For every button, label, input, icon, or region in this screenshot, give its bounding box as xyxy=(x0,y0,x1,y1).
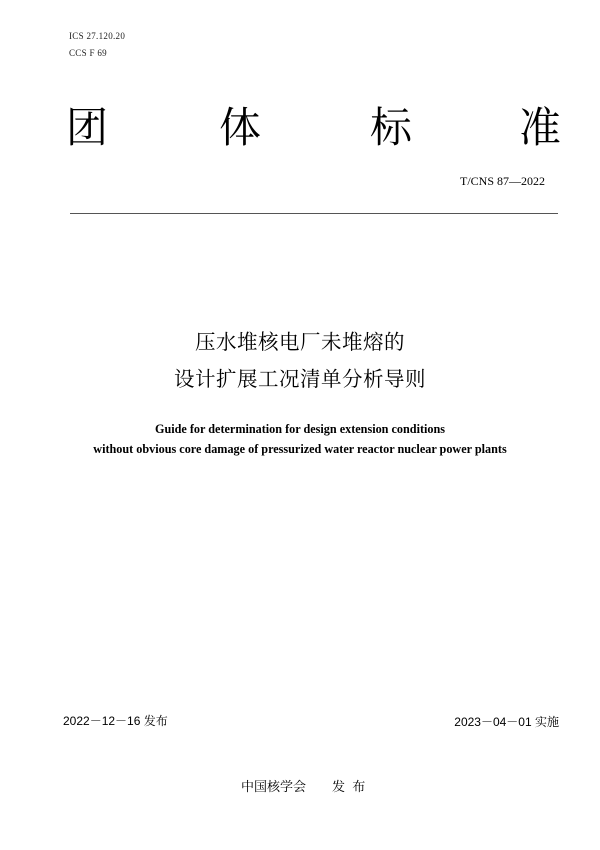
english-title-line-1: Guide for determination for design extension conditions xyxy=(154,422,446,436)
implementation-date: 2023－04－01 实施 xyxy=(454,715,559,729)
english-title xyxy=(0,419,600,459)
ics-code: ICS 27.120.20 xyxy=(69,31,126,41)
ccs-code: CCS F 69 xyxy=(69,48,107,58)
english-title-line-2: without obvious core damage of pressurized water reactor nuclear power plants xyxy=(93,442,507,456)
standard-type-char-2: 体 xyxy=(219,103,262,152)
issuer-line xyxy=(241,776,365,795)
publish-date: 2022－12－16 发布 xyxy=(63,714,168,728)
standard-type-char-1: 团 xyxy=(66,103,109,152)
chinese-title-line-2: 设计扩展工况清单分析导则 xyxy=(174,367,426,391)
issue-label: 发 布 xyxy=(332,779,366,794)
classification-codes xyxy=(69,28,125,62)
header-divider xyxy=(70,213,558,214)
standard-type-char-3: 标 xyxy=(370,103,413,152)
standard-type-char-4: 准 xyxy=(519,103,562,152)
chinese-title-line-1: 压水堆核电厂未堆熔的 xyxy=(195,330,405,354)
chinese-title xyxy=(0,324,600,398)
standard-number: T/CNS 87—2022 xyxy=(459,174,545,188)
issuer-name: 中国核学会 xyxy=(241,779,307,794)
